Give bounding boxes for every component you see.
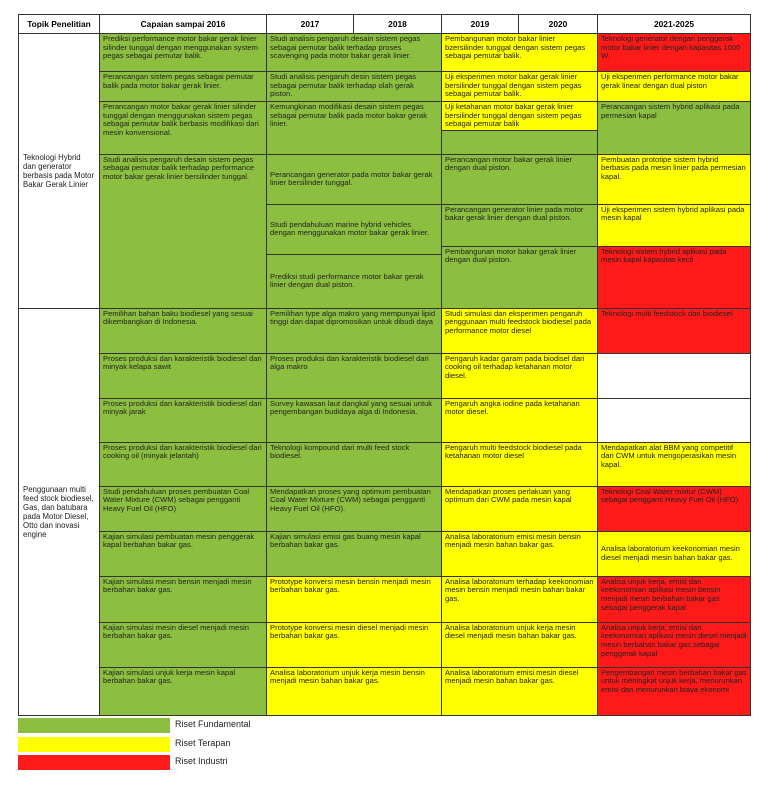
header-topic: Topik Penelitian: [19, 15, 100, 34]
sec2-row: [19, 442, 751, 486]
cell-2017-2018: Perancangan generator pada motor bakar gerak linier bersilinder tunggal.: [267, 154, 442, 204]
cell-2021-2025: Teknologi Coal Water mixtur (CWM) sebagai pengganti Heavy Fuel Oil (HFO): [598, 486, 751, 531]
sec2-row: [19, 622, 751, 667]
cell-2021-2025: Analisa laboratorium keekonomian mesin diesel menjadi mesin bahan bakar gas.: [598, 531, 751, 576]
header-2021-2025: 2021-2025: [598, 15, 751, 34]
cell-2019-2020: Uji ketahanan motor bakar gerak linier bersilinder tunggal dengan sistem pegas sebagai pemutar balik: [442, 102, 598, 131]
topic-hybrid: Teknologi Hybrid dan generator berbasis pada Motor Bakar Gerak Linier: [19, 34, 100, 309]
cell-2019-2020: Analisa laboratorium emisi mesin diesel menjadi mesin bahan bakar gas.: [442, 667, 598, 715]
cell-2019-2020: Pengaruh multi feedstock biodiesel pada ketahanan motor diesel: [442, 442, 598, 486]
cell-2017-2018: Prototype konversi mesin bensin menjadi mesin berbahan bakar gas.: [267, 576, 442, 622]
cell-2017-2018: Mendapatkan proses yang optimum pembuatan Coal Water Mixture (CWM) sebagai pengganti Heavy Fuel Oil (HFO).: [267, 486, 442, 531]
cell-2021-2025: Uji eksperimen performance motor bakar gerak linear dengan dual piston: [598, 72, 751, 102]
cell-2019-2020: Analisa laboratorium terhadap keekonomian mesin bensin menjadi mesin bahan bakar gas.: [442, 576, 598, 622]
cell-2019-2020-empty: [442, 130, 598, 154]
cell-2017-2018: Teknologi kompound dari multi feed stock biodiesel.: [267, 442, 442, 486]
header-2017: 2017: [267, 15, 354, 34]
sec1-row: [19, 34, 751, 72]
legend-swatch-terapan: [18, 737, 170, 752]
cell-2016: Studi analisis pengaruh desain sistem pegas sebagai pemutar balik terhadap performance motor bakar gerak linier bersilinder tunggal.: [100, 154, 267, 308]
cell-2021-2025: Analisa unjuk kerja, emisi dan keekonomian aplikasi mesin diesel menjadi mesin berbahan bakar gas sebagai penggerak kapal: [598, 622, 751, 667]
cell-2016: Proses produksi dan karakteristik biodiesel dari minyak jarak: [100, 398, 267, 442]
cell-2019-2020: Mendapatkan proses perlakuan yang optimum dari CWM pada mesin kapal: [442, 486, 598, 531]
legend-swatch-fundamental: [18, 718, 170, 733]
cell-2016: Studi pendahuluan proses pembuatan Coal Water Mixture (CWM) sebagai pengganti Heavy Fuel Oil (HFO): [100, 486, 267, 531]
header-2018: 2018: [354, 15, 442, 34]
cell-2021-2025: Mendapatkan alat BBM yang competitif dari CWM untuk mengoperasikan mesin kapal.: [598, 442, 751, 486]
topic-multi-feedstock: Penggunaan multi feed stock biodiesel, Gas, dan batubara pada Motor Diesel, Otto dan inovasi engine: [19, 308, 100, 715]
cell-2017-2018: Studi analisis pengaruh desain sistem pegas sebagai pemutar balik terhadap proses scavenging pada motor bakar gerak linier.: [267, 34, 442, 72]
cell-2016: Kajian simulasi mesin diesel menjadi mesin berbahan bakar gas.: [100, 622, 267, 667]
cell-2017-2018: Prototype konversi mesin diesel menjadi mesin berbahan bakar gas.: [267, 622, 442, 667]
cell-2021-2025: Teknologi multi feedstock dari biodiesel: [598, 308, 751, 353]
cell-2019-2020: Analisa laboratorium unjuk kerja mesin diesel menjadi mesin bahan bakar gas.: [442, 622, 598, 667]
cell-2019-2020: Pengaruh angka iodine pada ketahanan motor diesel.: [442, 398, 598, 442]
cell-2019-2020: Uji eksperimen motor bakar gerak linier bersilinder tunggal dengan sistem pegas sebagai pemutar balik.: [442, 72, 598, 102]
cell-2016: Kajian simulasi pembuatan mesin penggerak kapal berbahan bakar gas.: [100, 531, 267, 576]
sec2-row: [19, 308, 751, 353]
sec1-row: [19, 102, 751, 131]
research-roadmap-table: [18, 14, 751, 716]
cell-2017-2018: Studi analisis pengaruh desin sistem pegas sebagai pemutar balik terhadap olah gerak piston.: [267, 72, 442, 102]
cell-2017-2018: Kemungkinan modifikasi desain sistem pegas sebagai pemutar balik pada motor bakar gerak linier.: [267, 102, 442, 155]
cell-2016: Kajian simulasi unjuk kerja mesin kapal berbahan bakar gas.: [100, 667, 267, 715]
header-2016: Capaian sampai 2016: [100, 15, 267, 34]
legend-label-industri: Riset Industri: [175, 756, 228, 766]
cell-2019-2020: Pengaruh kadar garam pada biodisel dari cooking oil terhadap ketahanan motor diesel.: [442, 353, 598, 398]
sec2-row: [19, 398, 751, 442]
sec2-row: [19, 667, 751, 715]
cell-2019-2020: Perancangan motor bakar gerak linier dengan dual piston.: [442, 154, 598, 204]
cell-2019-2020: Pembangunan motor bakar gerak linier dengan dual piston.: [442, 246, 598, 308]
cell-2016: Kajian simulasi mesin bensin menjadi mesin berbahan bakar gas.: [100, 576, 267, 622]
sec1-row: [19, 72, 751, 102]
cell-2021-2025-empty: [598, 398, 751, 442]
cell-2019-2020: Studi simulasi dan eksperimen pengaruh penggunaan multi feedstock biodiesel pada performance motor diesel: [442, 308, 598, 353]
cell-2016: Pemilihan bahan baku biodiesel yang sesuai dikembangkan di Indonesia.: [100, 308, 267, 353]
cell-2021-2025: Perancangan sistem hybrid aplikasi pada permesian kapal: [598, 102, 751, 155]
cell-2021-2025-empty: [598, 353, 751, 398]
cell-2021-2025: Pengembangan mesin berbahan bakar gas untuk meningkat unjuk kerja, menurunkan emisi dan menurunkan biaya ekonomi: [598, 667, 751, 715]
cell-2017-2018: Pemilihan type alga makro yang mempunyai lipid tinggi dan dapat dipromosikan untuk dibudi daya: [267, 308, 442, 353]
cell-2016: Perancangan motor bakar gerak linier silinder tunggal dengan menggunakan sistem pegas sebagai pemutar balik berbasis modifikasi dari mesin konvensional.: [100, 102, 267, 155]
cell-2021-2025: Teknologi sistem hybrid aplikasi pada mesin kapal kapasitas kecil: [598, 246, 751, 308]
legend-label-terapan: Riset Terapan: [175, 738, 231, 748]
cell-2021-2025: Teknologi generator dengan penggerak motor bakar linier dengan kapasitas 1000 W.: [598, 34, 751, 72]
cell-2017-2018: Analisa laboratorium unjuk kerja mesin bensin menjadi mesin bahan bakar gas.: [267, 667, 442, 715]
cell-2016: Proses produksi dan karakteristik biodiesel dari minyak kelapa sawit: [100, 353, 267, 398]
cell-2019-2020: Pembangunan motor bakar linier bzersilinder tunggal dengan sistem pegas sebagai pemutar balik.: [442, 34, 598, 72]
header-row: [19, 15, 751, 34]
cell-2021-2025: Uji eksperimen sistem hybrid aplikasi pada mesin kapal: [598, 204, 751, 246]
cell-2017-2018: Survey kawasan laut dangkal yang sesuai untuk pengembangan budidaya alga di Indonesia.: [267, 398, 442, 442]
cell-2016: Prediksi performance motor bakar gerak linier silinder tunggal dengan menggunakan system pegas sebagai pemutar balik.: [100, 34, 267, 72]
cell-2017-2018: Prediksi studi performance motor bakar gerak linier dengan dual piston.: [267, 254, 442, 308]
sec2-row: [19, 531, 751, 576]
cell-2021-2025: Pembuatan prototipe sistem hybrid berbasis pada mesin linier pada permesian kapal.: [598, 154, 751, 204]
sec1-row: [19, 154, 751, 204]
header-2020: 2020: [519, 15, 598, 34]
cell-2016: Proses produksi dan karakteristik biodiesel dari cooking oil (minyak jelantah): [100, 442, 267, 486]
legend-swatch-industri: [18, 755, 170, 770]
sec2-row: [19, 576, 751, 622]
cell-2019-2020: Perancangan generator linier pada motor bakar gerak linier dengan dual piston.: [442, 204, 598, 246]
cell-2019-2020: Analisa laboratorium emisi mesin bensin menjadi mesin bahan bakar gas.: [442, 531, 598, 576]
cell-2017-2018: Kajian simulasi emisi gas buang mesin kapal berbahan bakar gas.: [267, 531, 442, 576]
cell-2016: Perancangan sistem pegas sebagai pemutar balik pada motor bakar gerak linier.: [100, 72, 267, 102]
sec2-row: [19, 353, 751, 398]
cell-2017-2018: Proses produksi dan karakteristik biodiesel dari alga makro: [267, 353, 442, 398]
cell-2017-2018: Studi pendahuluan marine hybrid vehicles dengan menggunakan motor bakar gerak linier.: [267, 204, 442, 254]
header-2019: 2019: [442, 15, 519, 34]
legend-label-fundamental: Riset Fundamental: [175, 719, 251, 729]
cell-2021-2025: Analisa unjuk kerja, emisi dan keekonomian aplikasi mesin bensin menjadi mesin berbahan bakar gas sebagai penggerak kapal: [598, 576, 751, 622]
sec2-row: [19, 486, 751, 531]
